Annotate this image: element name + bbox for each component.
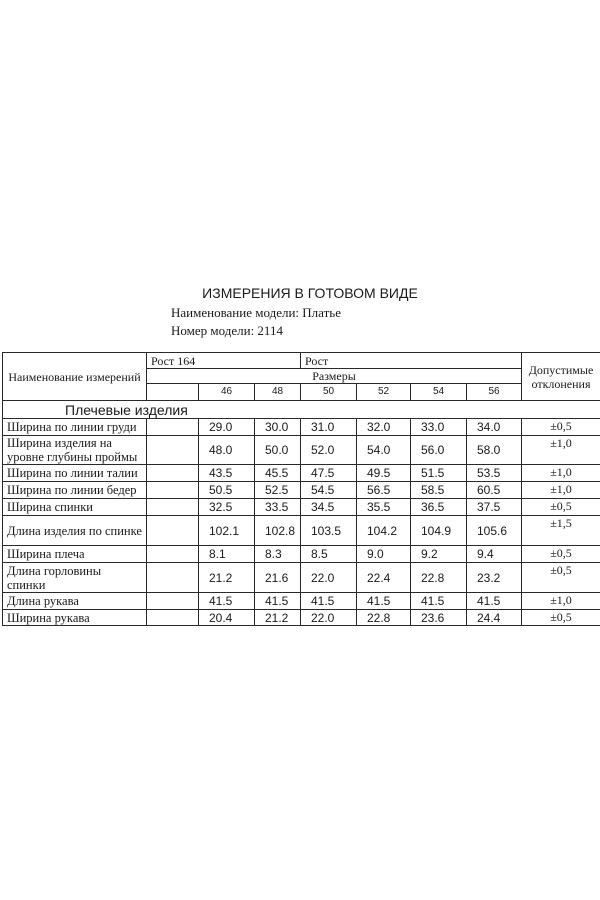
table-row — [3, 419, 600, 436]
table-row — [3, 563, 600, 593]
value-cell: 22.8 — [411, 563, 467, 593]
value-cell: 58.5 — [411, 482, 467, 499]
value-cell: 23.2 — [467, 563, 522, 593]
size-48: 48 — [255, 384, 301, 401]
value-cell: 22.0 — [301, 563, 357, 593]
value-cell: 43.5 — [199, 465, 255, 482]
table-row — [3, 546, 600, 563]
value-cell: 58.0 — [467, 436, 522, 465]
deviation-cell: ±0,5 — [522, 563, 600, 593]
blank-cell — [147, 419, 199, 436]
blank-cell — [147, 563, 199, 593]
header-rost-right: Рост — [301, 353, 522, 369]
value-cell: 104.9 — [411, 516, 467, 546]
measurements-table — [2, 352, 600, 626]
value-cell: 41.5 — [255, 593, 301, 610]
value-cell: 21.2 — [255, 610, 301, 626]
row-name: Ширина рукава — [3, 610, 147, 626]
size-54: 54 — [411, 384, 467, 401]
value-cell: 102.8 — [255, 516, 301, 546]
value-cell: 50.0 — [255, 436, 301, 465]
blank-cell — [147, 516, 199, 546]
value-cell: 33.5 — [255, 499, 301, 516]
header-rost-left: Рост 164 — [147, 353, 301, 369]
page-title: ИЗМЕРЕНИЯ В ГОТОВОМ ВИДЕ — [202, 285, 418, 301]
value-cell: 8.1 — [199, 546, 255, 563]
table-row — [3, 465, 600, 482]
deviation-cell: ±1,0 — [522, 593, 600, 610]
value-cell: 41.5 — [301, 593, 357, 610]
value-cell: 30.0 — [255, 419, 301, 436]
model-name: Наименование модели: Платье — [171, 305, 341, 320]
value-cell: 22.4 — [357, 563, 411, 593]
header-sizes: Размеры — [147, 369, 522, 384]
table-body — [3, 353, 600, 626]
row-name: Длина изделия по спинке — [3, 516, 147, 546]
blank-cell — [147, 499, 199, 516]
table-row — [3, 482, 600, 499]
value-cell: 32.0 — [357, 419, 411, 436]
value-cell: 9.4 — [467, 546, 522, 563]
value-cell: 104.2 — [357, 516, 411, 546]
table-row — [3, 593, 600, 610]
blank-cell — [147, 465, 199, 482]
deviation-cell: ±0,5 — [522, 499, 600, 516]
value-cell: 8.5 — [301, 546, 357, 563]
header-measurement-name: Наименование измерений — [3, 353, 147, 401]
value-cell: 48.0 — [199, 436, 255, 465]
header-deviation: Допустимые отклонения — [522, 353, 600, 401]
value-cell: 45.5 — [255, 465, 301, 482]
row-name: Ширина изделия на уровне глубины проймы — [3, 436, 147, 465]
value-cell: 49.5 — [357, 465, 411, 482]
size-46: 46 — [199, 384, 255, 401]
table-row — [3, 499, 600, 516]
value-cell: 34.0 — [467, 419, 522, 436]
value-cell: 56.0 — [411, 436, 467, 465]
value-cell: 41.5 — [467, 593, 522, 610]
deviation-cell: ±0,5 — [522, 546, 600, 563]
value-cell: 22.8 — [357, 610, 411, 626]
row-name: Ширина по линии бедер — [3, 482, 147, 499]
value-cell: 54.0 — [357, 436, 411, 465]
blank-cell — [147, 546, 199, 563]
value-cell: 51.5 — [411, 465, 467, 482]
value-cell: 41.5 — [357, 593, 411, 610]
row-name: Ширина спинки — [3, 499, 147, 516]
blank-cell — [147, 436, 199, 465]
value-cell: 29.0 — [199, 419, 255, 436]
value-cell: 20.4 — [199, 610, 255, 626]
deviation-cell: ±1,0 — [522, 482, 600, 499]
blank-cell — [147, 593, 199, 610]
table-row — [3, 610, 600, 626]
table-row — [3, 516, 600, 546]
value-cell: 105.6 — [467, 516, 522, 546]
value-cell: 60.5 — [467, 482, 522, 499]
value-cell: 36.5 — [411, 499, 467, 516]
value-cell: 50.5 — [199, 482, 255, 499]
value-cell: 9.0 — [357, 546, 411, 563]
value-cell: 52.0 — [301, 436, 357, 465]
value-cell: 32.5 — [199, 499, 255, 516]
value-cell: 56.5 — [357, 482, 411, 499]
blank-cell — [147, 610, 199, 626]
value-cell: 37.5 — [467, 499, 522, 516]
value-cell: 54.5 — [301, 482, 357, 499]
value-cell: 53.5 — [467, 465, 522, 482]
value-cell: 34.5 — [301, 499, 357, 516]
value-cell: 9.2 — [411, 546, 467, 563]
model-number: Номер модели: 2114 — [171, 323, 283, 338]
size-50: 50 — [301, 384, 357, 401]
deviation-cell: ±1,5 — [522, 516, 600, 546]
row-name: Длина горловины спинки — [3, 563, 147, 593]
size-52: 52 — [357, 384, 411, 401]
value-cell: 21.6 — [255, 563, 301, 593]
value-cell: 23.6 — [411, 610, 467, 626]
value-cell: 35.5 — [357, 499, 411, 516]
value-cell: 103.5 — [301, 516, 357, 546]
value-cell: 21.2 — [199, 563, 255, 593]
value-cell: 24.4 — [467, 610, 522, 626]
table-row — [3, 436, 600, 465]
value-cell: 31.0 — [301, 419, 357, 436]
value-cell: 41.5 — [199, 593, 255, 610]
row-name: Ширина плеча — [3, 546, 147, 563]
blank-cell — [147, 482, 199, 499]
section-heading: Плечевые изделия — [3, 401, 600, 419]
row-name: Ширина по линии груди — [3, 419, 147, 436]
blank-cell — [147, 384, 199, 401]
value-cell: 33.0 — [411, 419, 467, 436]
deviation-cell: ±1,0 — [522, 436, 600, 465]
value-cell: 47.5 — [301, 465, 357, 482]
value-cell: 102.1 — [199, 516, 255, 546]
value-cell: 52.5 — [255, 482, 301, 499]
size-56: 56 — [467, 384, 522, 401]
deviation-cell: ±0,5 — [522, 610, 600, 626]
value-cell: 41.5 — [411, 593, 467, 610]
deviation-cell: ±0,5 — [522, 419, 600, 436]
row-name: Длина рукава — [3, 593, 147, 610]
value-cell: 8.3 — [255, 546, 301, 563]
deviation-cell: ±1,0 — [522, 465, 600, 482]
value-cell: 22.0 — [301, 610, 357, 626]
row-name: Ширина по линии талии — [3, 465, 147, 482]
